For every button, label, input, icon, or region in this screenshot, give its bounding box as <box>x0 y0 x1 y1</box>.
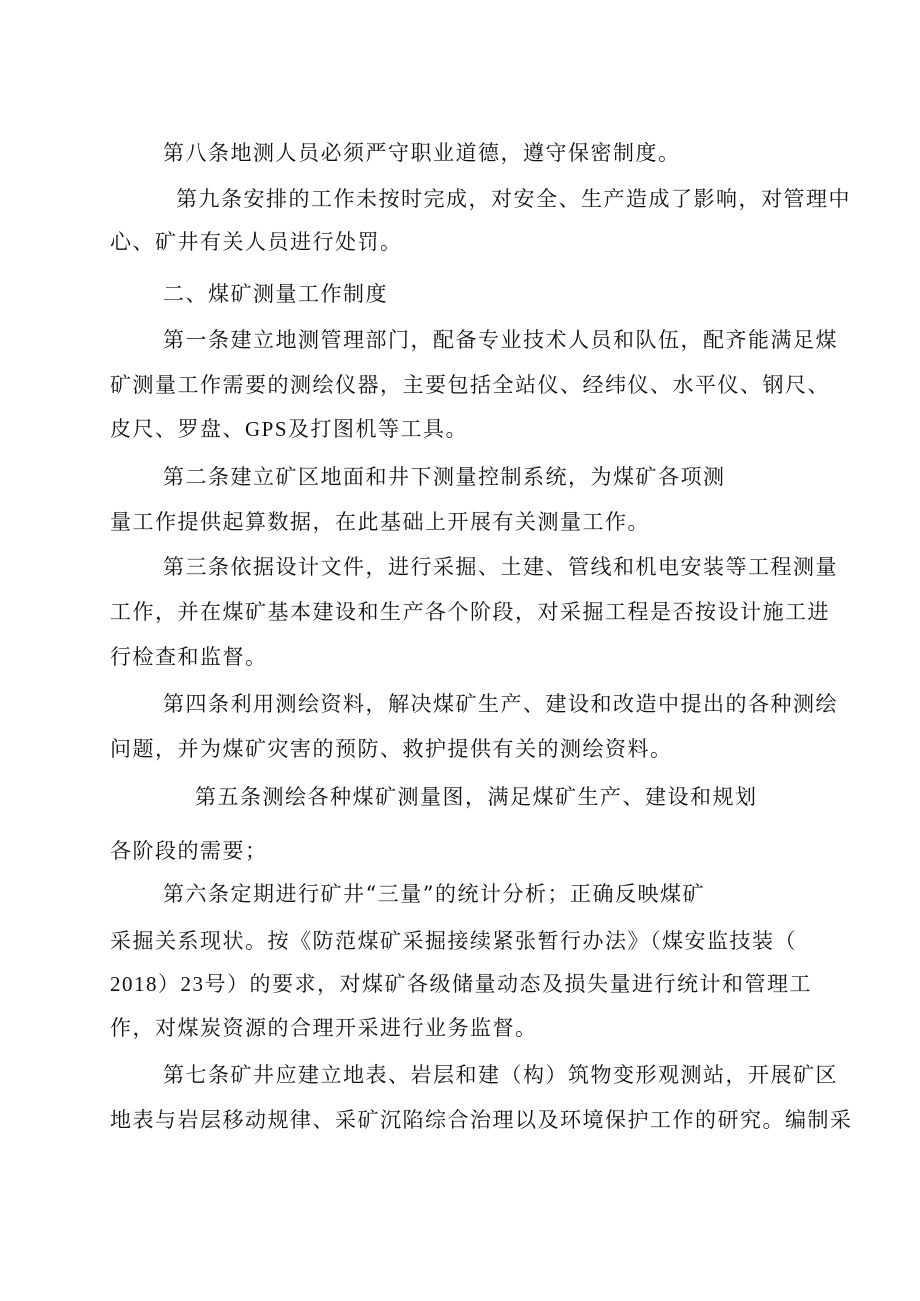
text-line: 第二条建立矿区地面和井下测量控制系统，为煤矿各项测 <box>163 465 726 489</box>
text-line: 第六条定期进行矿井“三量”的统计分析；正确反映煤矿 <box>163 882 705 906</box>
text-line: 心、矿井有关人员进行处罚。 <box>110 230 403 254</box>
text-line: 第三条依据设计文件，进行采掘、土建、管线和机电安装等工程测量 <box>163 555 838 579</box>
text-line: 第一条建立地测管理部门，配备专业技术人员和队伍，配齐能满足煤 <box>163 328 838 352</box>
text-line: 2018）23号）的要求，对煤矿各级储量动态及损失量进行统计和管理工 <box>110 972 812 996</box>
text-line: 行检查和监督。 <box>110 645 268 669</box>
text-line: 工作，并在煤矿基本建设和生产各个阶段，对采掘工程是否按设计施工进 <box>110 600 830 624</box>
text-line: 矿测量工作需要的测绘仪器，主要包括全站仪、经纬仪、水平仪、钢尺、 <box>110 373 830 397</box>
section-heading: 二、煤矿测量工作制度 <box>163 282 388 306</box>
text-line: 量工作提供起算数据，在此基础上开展有关测量工作。 <box>110 510 650 534</box>
text-line: 作，对煤炭资源的合理开采进行业务监督。 <box>110 1016 538 1040</box>
text-line: 采掘关系现状。按《防范煤矿采掘接续紧张暂行办法》（煤安监技装（ <box>110 929 797 953</box>
text-line: 第五条测绘各种煤矿测量图，满足煤矿生产、建设和规划 <box>195 785 758 809</box>
text-line: 地表与岩层移动规律、采矿沉陷综合治理以及环境保护工作的研究。编制采 <box>110 1108 853 1132</box>
text-line: 第八条地测人员必须严守职业道德，遵守保密制度。 <box>163 141 681 165</box>
text-line: 皮尺、罗盘、GPS及打图机等工具。 <box>110 417 469 441</box>
text-line: 各阶段的需要； <box>110 839 268 863</box>
text-line: 第九条安排的工作未按时完成，对安全、生产造成了影响，对管理中 <box>176 187 851 211</box>
text-line: 第七条矿井应建立地表、岩层和建（构）筑物变形观测站，开展矿区 <box>163 1063 838 1087</box>
text-line: 问题，并为煤矿灾害的预防、救护提供有关的测绘资料。 <box>110 737 673 761</box>
text-line: 第四条利用测绘资料，解决煤矿生产、建设和改造中提出的各种测绘 <box>163 692 838 716</box>
